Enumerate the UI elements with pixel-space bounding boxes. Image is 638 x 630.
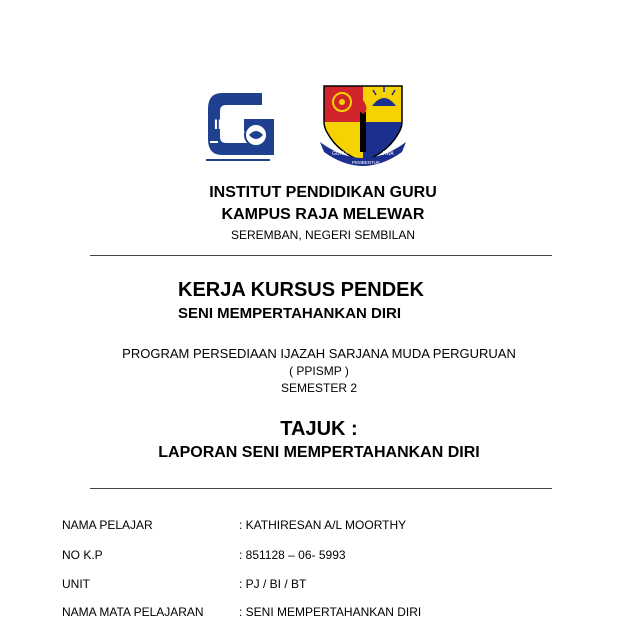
crest-graphic <box>318 82 408 168</box>
topic-label: TAJUK : <box>280 418 358 440</box>
crest-motto-left: GURU <box>332 151 347 157</box>
detail-label-course: NAMA MATA PELAJARAN <box>62 605 204 619</box>
program-abbreviation: ( PPISMP ) <box>289 364 349 378</box>
divider-bottom <box>90 488 552 489</box>
detail-label-ic: NO K.P <box>62 548 103 562</box>
crest-logo <box>318 82 408 168</box>
crest-motto-bottom: PEMBENTUK <box>352 160 381 165</box>
ipg-logo <box>204 83 284 165</box>
detail-label-name: NAMA PELAJAR <box>62 518 153 532</box>
detail-value-unit: : PJ / BI / BT <box>239 577 307 591</box>
detail-value-course: : SENI MEMPERTAHANKAN DIRI <box>239 605 422 619</box>
campus-name: KAMPUS RAJA MELEWAR <box>221 206 425 223</box>
program-line: PROGRAM PERSEDIAAN IJAZAH SARJANA MUDA PERGURUAN <box>122 346 516 361</box>
ipg-logo-text: IPG <box>214 116 239 132</box>
coursework-subject: SENI MEMPERTAHANKAN DIRI <box>178 305 402 322</box>
campus-location: SEREMBAN, NEGERI SEMBILAN <box>230 228 416 242</box>
coursework-title: KERJA KURSUS PENDEK <box>178 279 424 301</box>
detail-value-ic: : 851128 – 06- 5993 <box>239 548 346 562</box>
ipg-logo-graphic <box>204 83 284 165</box>
topic-value: LAPORAN SENI MEMPERTAHANKAN DIRI <box>158 444 480 461</box>
detail-label-unit: UNIT <box>62 577 90 591</box>
institute-name: INSTITUT PENDIDIKAN GURU <box>209 184 437 201</box>
detail-value-name: : KATHIRESAN A/L MOORTHY <box>239 518 407 532</box>
divider-top <box>90 255 552 256</box>
semester-label: SEMESTER 2 <box>280 381 358 395</box>
crest-motto-right: JIWA <box>382 151 394 157</box>
